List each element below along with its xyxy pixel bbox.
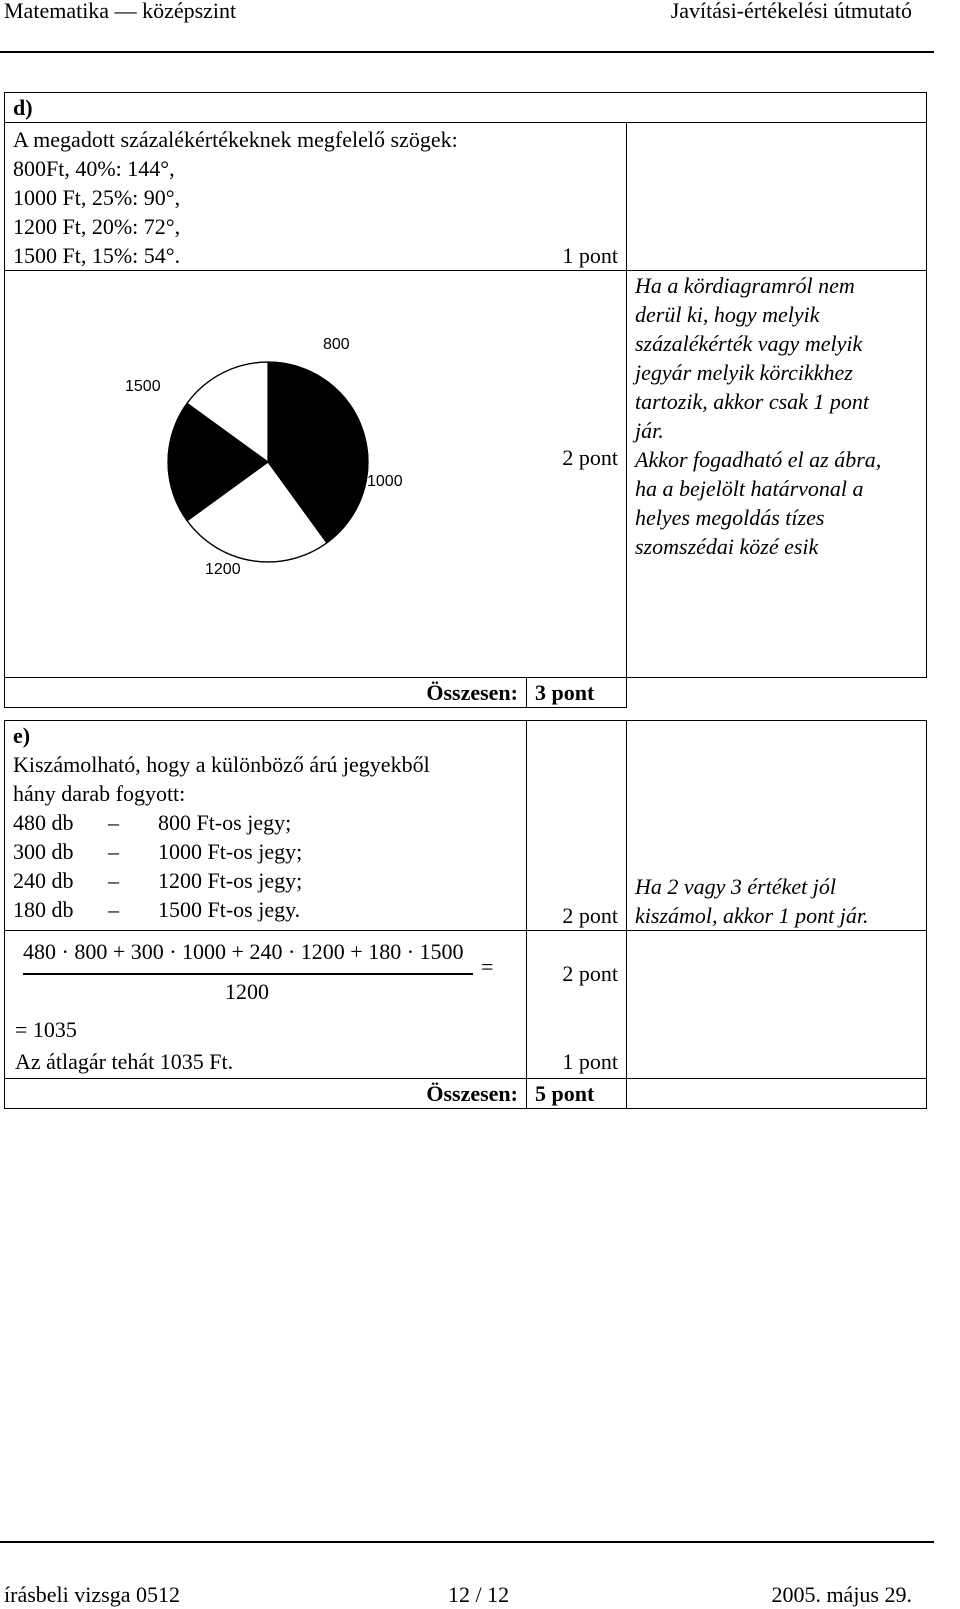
pie-label-1200: 1200 (205, 561, 241, 578)
section-d-line: A megadott százalékértékeknek megfelelő szögek: (13, 127, 458, 152)
section-d-note (627, 271, 927, 678)
footer-right: 2005. május 29. (771, 1582, 912, 1607)
section-e-note (627, 721, 927, 931)
header-left: Matematika — középszint (4, 0, 237, 23)
section-d-points-1: 1 pont (527, 123, 627, 271)
section-d-line: 1500 Ft, 15%: 54°. (13, 243, 181, 268)
ticket-row (13, 866, 518, 895)
ticket-desc: 800 Ft-os jegy; (158, 810, 292, 835)
formula-numerator: 480 · 800 + 300 · 1000 + 240 · 1200 + 180 · 1500 (23, 939, 464, 964)
note-line: derül ki, hogy melyik (635, 302, 820, 327)
section-e-total-points: 5 pont (527, 1079, 627, 1109)
ticket-row (13, 808, 518, 837)
section-d-text (5, 123, 527, 271)
section-d-line: 1200 Ft, 20%: 72°, (13, 214, 181, 239)
ticket-count: 240 db (13, 868, 74, 893)
section-d-line: 800Ft, 40%: 144°, (13, 156, 175, 181)
section-e-text (5, 721, 527, 931)
formula-result: = 1035 (15, 1017, 77, 1042)
note-line: szomszédai közé esik (635, 534, 819, 559)
ticket-dash: – (108, 839, 119, 864)
note-line: jár. (635, 418, 664, 443)
header-rule (0, 51, 934, 53)
footer-left: írásbeli vizsga 0512 (4, 1582, 180, 1607)
note-line: helyes megoldás tízes (635, 505, 825, 530)
pie-chart-cell (5, 271, 527, 678)
average-formula (15, 937, 494, 1013)
ticket-count: 180 db (13, 897, 74, 922)
note-line: Ha 2 vagy 3 értéket jól (635, 874, 836, 899)
section-d-note-empty (627, 123, 927, 271)
section-e-intro: hány darab fogyott: (13, 781, 186, 806)
note-line: százalékérték vagy melyik (635, 331, 863, 356)
section-d-line: 1000 Ft, 25%: 90°, (13, 185, 181, 210)
footer-center: 12 / 12 (448, 1582, 510, 1607)
ticket-desc: 1200 Ft-os jegy; (158, 868, 303, 893)
ticket-dash: – (108, 897, 119, 922)
fraction-bar (23, 973, 473, 975)
section-e-table (4, 720, 927, 1109)
pie-label-1500: 1500 (125, 378, 161, 395)
note-line: ha a bejelölt határvonal a (635, 476, 864, 501)
pie-label-1000: 1000 (367, 473, 403, 490)
note-line: Akkor fogadható el az ábra, (635, 447, 882, 472)
ticket-dash: – (108, 810, 119, 835)
section-d-points-2: 2 pont (527, 271, 627, 678)
conclusion: Az átlagár tehát 1035 Ft. (15, 1049, 234, 1074)
section-e-points-a: 2 pont (527, 721, 627, 931)
section-e-points-cell (527, 931, 627, 1079)
ticket-desc: 1000 Ft-os jegy; (158, 839, 303, 864)
section-e-note-empty (627, 931, 927, 1079)
section-d-label: d) (5, 93, 927, 123)
section-e-points-b: 2 pont (562, 961, 618, 986)
section-d-total-empty (627, 678, 927, 708)
ticket-desc: 1500 Ft-os jegy. (158, 897, 301, 922)
section-e-label: e) (13, 723, 31, 748)
note-line: jegyár melyik körcikkhez (635, 360, 853, 385)
pie-chart (5, 271, 525, 676)
pie-label-800: 800 (323, 336, 350, 353)
ticket-count: 480 db (13, 810, 74, 835)
section-d-table (4, 92, 927, 708)
section-e-total-label: Összesen: (5, 1079, 527, 1109)
ticket-row (13, 895, 518, 924)
note-line: kiszámol, akkor 1 pont jár. (635, 903, 869, 928)
formula-equals: = (481, 954, 494, 979)
section-d-total-points: 3 pont (527, 678, 627, 708)
section-d-total-label: Összesen: (5, 678, 527, 708)
section-e-formula-cell (5, 931, 527, 1079)
formula-denominator: 1200 (225, 979, 269, 1004)
note-line: Ha a kördiagramról nem (635, 273, 855, 298)
footer-rule (0, 1541, 934, 1543)
note-line: tartozik, akkor csak 1 pont (635, 389, 870, 414)
ticket-dash: – (108, 868, 119, 893)
section-e-intro: Kiszámolható, hogy a különböző árú jegyekből (13, 752, 430, 777)
ticket-count: 300 db (13, 839, 74, 864)
section-e-points-c: 1 pont (562, 1049, 618, 1074)
ticket-row (13, 837, 518, 866)
section-e-total-empty (627, 1079, 927, 1109)
header-right: Javítási-értékelési útmutató (670, 0, 912, 23)
